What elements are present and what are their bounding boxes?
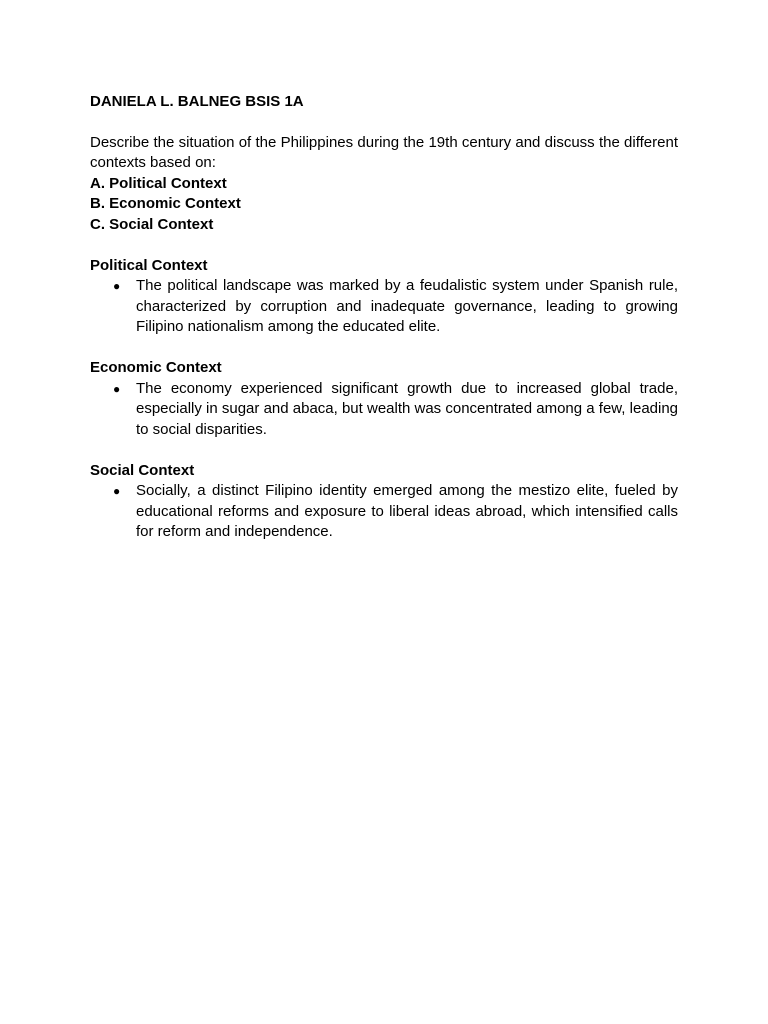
bullet-item-economic — [90, 379, 678, 441]
bullet-text-political: The political landscape was marked by a feudalistic system under Spanish rule, characterized by corruption and inadequate governance, leading to growing Filipino nationalism among the educated elite. — [136, 277, 678, 335]
document-body — [90, 92, 678, 543]
context-options-list — [90, 174, 678, 236]
bullet-text-economic: The economy experienced significant growth due to increased global trade, especially in sugar and abaca, but wealth was concentrated among a few, leading to social disparities. — [136, 379, 679, 438]
section-title-political: Political Context — [90, 256, 208, 274]
bullet-icon: ● — [113, 484, 121, 498]
bullet-item-political — [90, 276, 678, 338]
bullet-list-social — [90, 481, 678, 543]
bullet-icon: ● — [113, 381, 121, 396]
author-line: DANIELA L. BALNEG BSIS 1A — [90, 93, 304, 110]
option-political: A. Political Context — [90, 174, 227, 192]
section-political — [90, 256, 678, 338]
bullet-icon: ● — [113, 279, 121, 293]
section-title-social: Social Context — [90, 461, 195, 479]
section-title-economic: Economic Context — [90, 359, 222, 376]
bullet-text-social: Socially, a distinct Filipino identity emerged among the mestizo elite, fueled by educational reforms and exposure to liberal ideas abroad, which intensified calls for reform and independence. — [136, 482, 678, 540]
question-text: Describe the situation of the Philippines during the 19th century and discuss the different contexts based on: — [90, 133, 678, 171]
option-social: C. Social Context — [90, 215, 214, 233]
section-economic — [90, 358, 678, 440]
section-social — [90, 461, 678, 543]
bullet-list-economic — [90, 379, 678, 441]
option-economic: B. Economic Context — [90, 195, 241, 212]
bullet-list-political — [90, 276, 678, 338]
bullet-item-social — [90, 481, 678, 543]
